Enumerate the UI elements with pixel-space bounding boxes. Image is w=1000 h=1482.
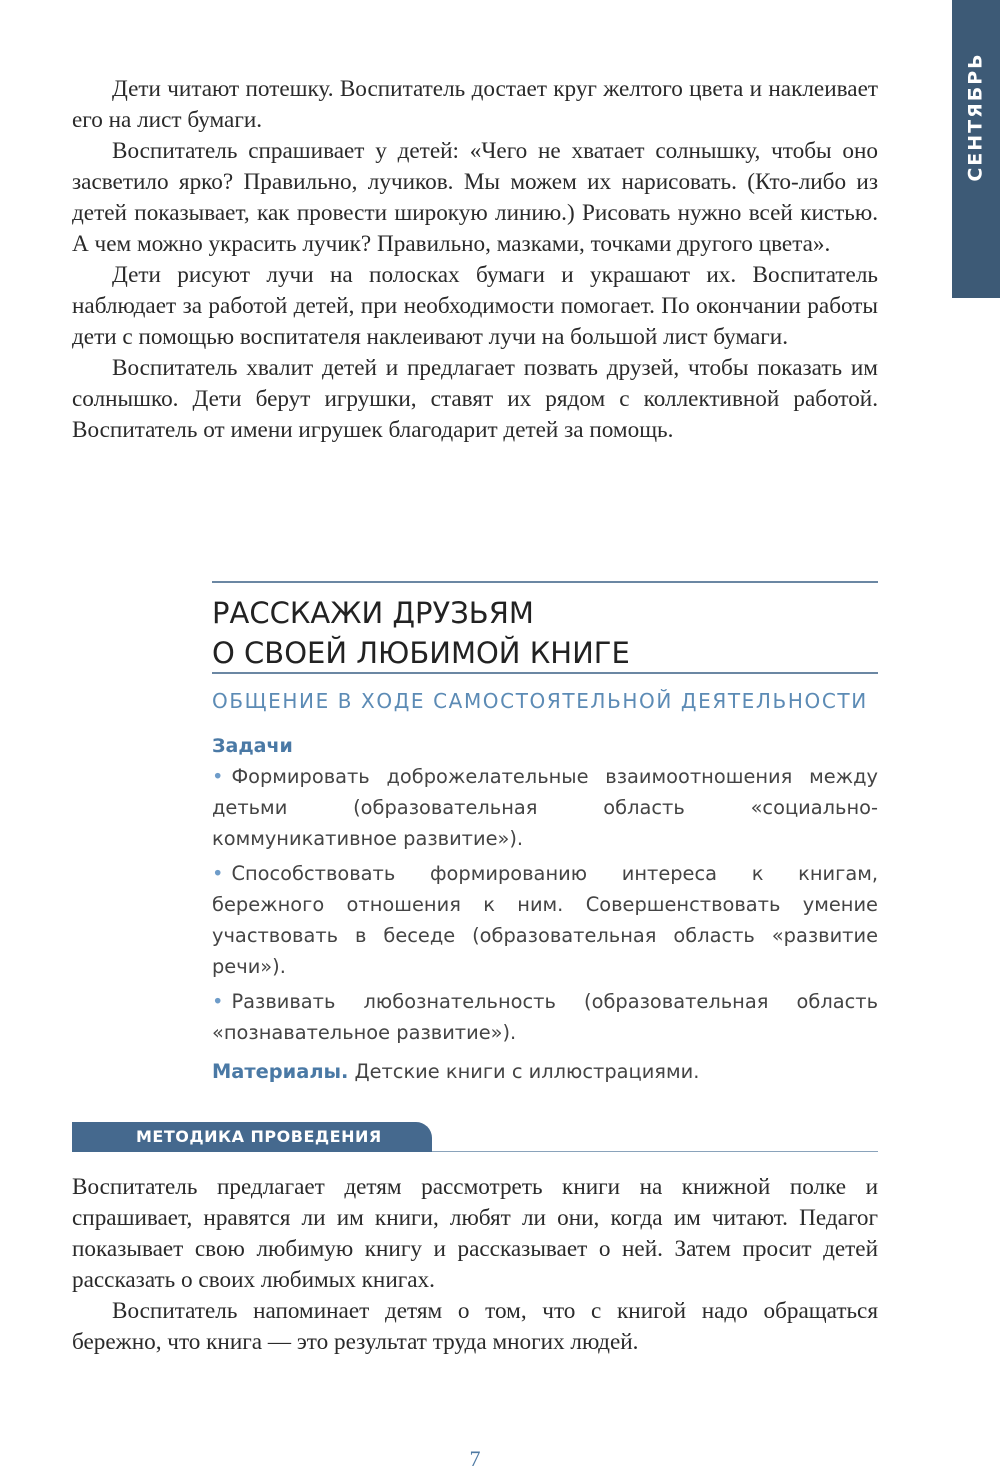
- task-text-3: Развивать любознательность (образовательная область «познавательное развитие»).: [212, 990, 878, 1044]
- tasks-label: Задачи: [212, 735, 293, 757]
- materials: [212, 1056, 878, 1087]
- intro-paragraph-4: Воспитатель хвалит детей и предлагает позвать друзей, чтобы показать им солнышко. Дети берут игрушки, ставят их рядом с коллективной работой. Воспитатель от имени игрушек благодарит детей за помощь.: [72, 355, 878, 443]
- section-title-line-2: О СВОЕЙ ЛЮБИМОЙ КНИГЕ: [212, 636, 630, 670]
- month-label: СЕНТЯБРЬ: [965, 52, 987, 182]
- section-top-rule: [212, 581, 878, 583]
- section-title: [212, 593, 630, 673]
- task-item: [212, 858, 878, 982]
- intro-paragraph-2: Воспитатель спрашивает у детей: «Чего не хватает солнышку, чтобы оно засветило ярко? Правильно, лучиков. Мы можем их нарисовать. (Кто-либо из детей показывает, как провести широкую линию.) Рисовать нужно всей кистью. А чем можно украсить лучик? Правильно, мазками, точками другого цвета».: [72, 138, 878, 257]
- intro-paragraph-3: Дети рисуют лучи на полосках бумаги и украшают их. Воспитатель наблюдает за работой детей, при необходимости помогает. По окончании работы дети с помощью воспитателя наклеивают лучи на большой лист бумаги.: [72, 262, 878, 350]
- method-heading-bar: [72, 1122, 432, 1152]
- task-item: [212, 986, 878, 1048]
- intro-text: [72, 74, 878, 446]
- bullet-icon: •: [212, 765, 224, 788]
- method-text: [72, 1172, 878, 1358]
- task-text-2: Способствовать формированию интереса к книгам, бережного отношения к ним. Совершенствовать умение участвовать в беседе (образовательная область «развитие речи»).: [212, 862, 878, 978]
- method-heading-rule: [432, 1151, 878, 1152]
- method-paragraph-1: Воспитатель предлагает детям рассмотреть книги на книжной полке и спрашивает, нравятся ли им книги, любят ли они, когда им читают. Педагог показывает свою любимую книгу и рассказывает о ней. Затем просит детей рассказать о своих любимых книгах.: [72, 1174, 878, 1293]
- method-paragraph-2: Воспитатель напоминает детям о том, что с книгой надо обращаться бережно, что книга — это результат труда многих людей.: [72, 1298, 878, 1355]
- materials-text: Детские книги с иллюстрациями.: [354, 1060, 700, 1083]
- bullet-icon: •: [212, 862, 224, 885]
- tasks-block: [212, 731, 878, 1087]
- section-subtitle: ОБЩЕНИЕ В ХОДЕ САМОСТОЯТЕЛЬНОЙ ДЕЯТЕЛЬНОСТИ: [212, 689, 868, 713]
- method-heading: МЕТОДИКА ПРОВЕДЕНИЯ: [136, 1127, 382, 1146]
- intro-paragraph-1: Дети читают потешку. Воспитатель достает круг желтого цвета и наклеивает его на лист бумаги.: [72, 76, 878, 133]
- bullet-icon: •: [212, 990, 224, 1013]
- materials-label: Материалы.: [212, 1060, 349, 1083]
- task-text-1: Формировать доброжелательные взаимоотношения между детьми (образовательная область «социально-коммуникативное развитие»).: [212, 765, 878, 850]
- section-title-line-1: РАССКАЖИ ДРУЗЬЯМ: [212, 596, 534, 630]
- page-number: 7: [469, 1446, 481, 1471]
- task-item: [212, 761, 878, 854]
- month-side-tab: [952, 0, 1000, 298]
- section-title-rule: [212, 672, 878, 674]
